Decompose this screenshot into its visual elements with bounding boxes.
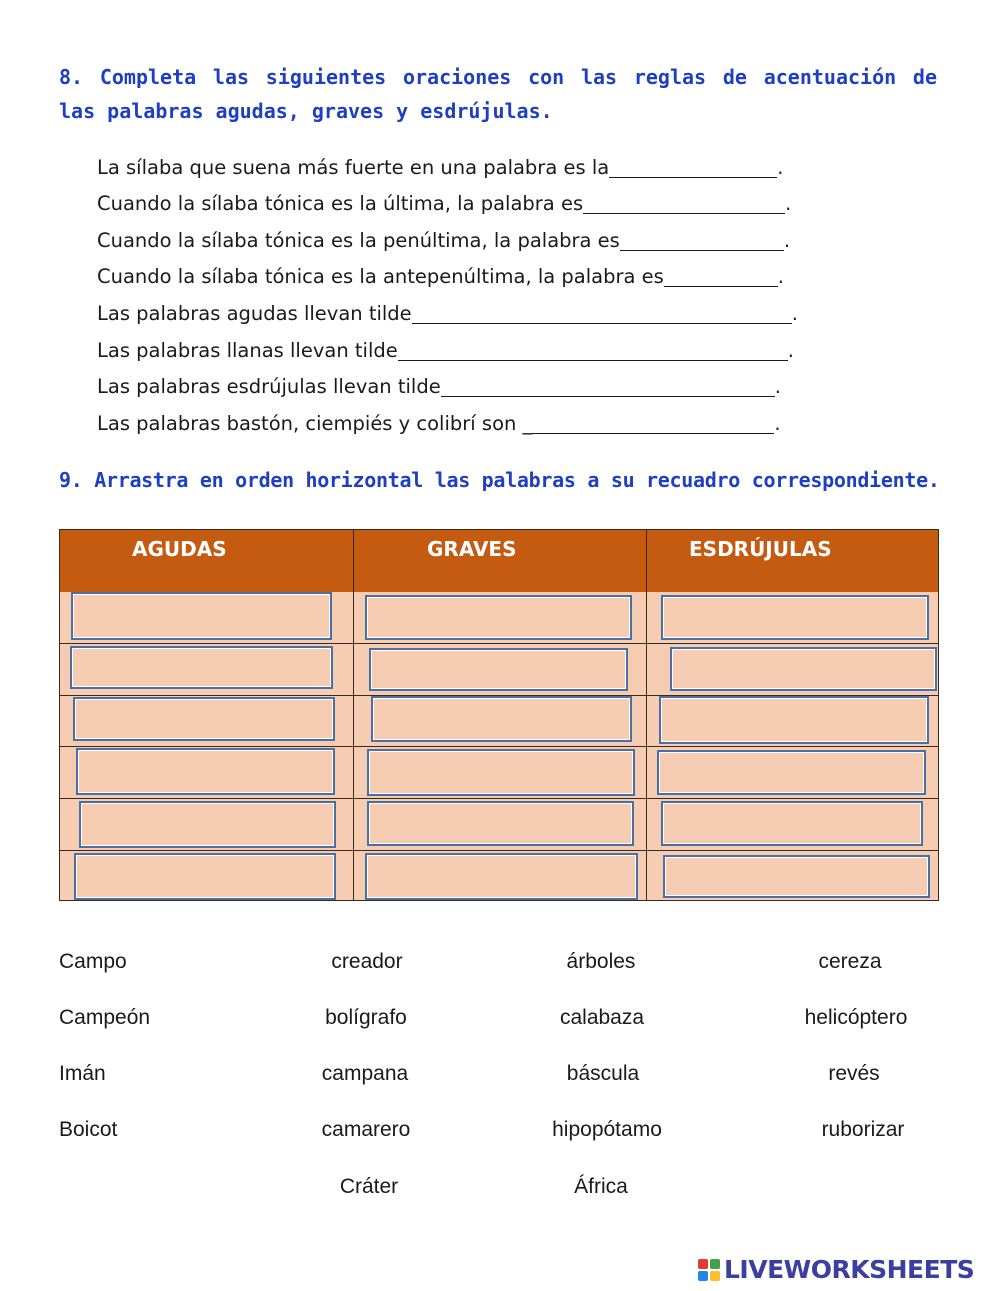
header-esdrujulas: ESDRÚJULAS (689, 537, 832, 561)
drop-box-graves-2[interactable] (369, 648, 628, 691)
exercise-9-title: 9. Arrastra en orden horizontal las palabras a su recuadro correspondiente. (59, 468, 940, 492)
word-africa[interactable]: África (574, 1175, 628, 1198)
row-divider (60, 798, 938, 799)
column-divider (646, 530, 647, 900)
table-header (60, 530, 938, 593)
drop-box-esdrujulas-5[interactable] (661, 801, 923, 846)
logo-square (710, 1271, 720, 1281)
word-campana[interactable]: campana (321, 1062, 409, 1085)
word-iman[interactable]: Imán (59, 1062, 106, 1085)
drop-box-agudas-4[interactable] (76, 748, 335, 795)
drop-box-esdrujulas-4[interactable] (657, 750, 926, 795)
sentence-5: Las palabras agudas llevan tilde . (97, 288, 798, 325)
word-bascula[interactable]: báscula (566, 1062, 640, 1085)
drop-box-graves-3[interactable] (371, 696, 632, 742)
drop-box-graves-4[interactable] (367, 749, 635, 796)
drop-box-agudas-2[interactable] (70, 646, 333, 689)
row-divider (60, 746, 938, 747)
sentence-2: Cuando la sílaba tónica es la última, la palabra es . (97, 179, 798, 216)
word-arboles[interactable]: árboles (566, 950, 636, 973)
drop-box-graves-5[interactable] (367, 801, 634, 846)
answer-blank-7[interactable] (441, 372, 775, 397)
word-hipopotamo[interactable]: hipopótamo (552, 1118, 662, 1141)
sentence-text: Cuando la sílaba tónica es la última, la palabra es (97, 192, 584, 216)
answer-blank-4[interactable] (664, 262, 778, 287)
word-camarero[interactable]: camarero (321, 1118, 411, 1141)
logo-square (698, 1271, 708, 1281)
classification-table (59, 529, 939, 901)
column-divider (353, 530, 354, 900)
logo-square (710, 1259, 720, 1269)
sentence-list (97, 142, 798, 435)
sentence-text: Las palabras esdrújulas llevan tilde (97, 375, 441, 399)
sentence-6: Las palabras llanas llevan tilde . (97, 325, 798, 362)
answer-blank-1[interactable] (609, 153, 777, 178)
answer-blank-3[interactable] (620, 226, 784, 251)
sentence-3: Cuando la sílaba tónica es la penúltima, la palabra es . (97, 215, 798, 252)
sentence-text: La sílaba que suena más fuerte en una palabra es la (97, 155, 610, 179)
drop-box-agudas-5[interactable] (79, 801, 336, 848)
word-campeon[interactable]: Campeón (59, 1006, 151, 1029)
row-divider (60, 643, 938, 644)
sentence-text: Las palabras agudas llevan tilde (97, 301, 412, 325)
header-graves: GRAVES (427, 537, 517, 561)
liveworksheets-icon (698, 1259, 720, 1281)
word-boicot[interactable]: Boicot (59, 1118, 118, 1141)
drop-box-agudas-6[interactable] (74, 853, 336, 900)
sentence-7: Las palabras esdrújulas llevan tilde . (97, 362, 798, 399)
logo-square (698, 1259, 708, 1269)
drop-box-agudas-1[interactable] (71, 592, 332, 640)
sentence-8: Las palabras bastón, ciempiés y colibrí son _ . (97, 398, 798, 435)
word-calabaza[interactable]: calabaza (559, 1006, 645, 1029)
drop-box-esdrujulas-1[interactable] (661, 595, 929, 640)
drop-box-esdrujulas-2[interactable] (670, 647, 937, 691)
drop-box-esdrujulas-6[interactable] (663, 855, 930, 898)
sentence-text: Las palabras bastón, ciempiés y colibrí son _ (97, 411, 533, 435)
drop-box-graves-1[interactable] (365, 595, 632, 640)
answer-blank-5[interactable] (412, 299, 792, 324)
word-cereza[interactable]: cereza (818, 950, 882, 973)
word-crater[interactable]: Cráter (339, 1175, 399, 1198)
sentence-1: La sílaba que suena más fuerte en una palabra es la . (97, 142, 798, 179)
word-helicoptero[interactable]: helicóptero (804, 1006, 908, 1029)
word-reves[interactable]: revés (828, 1062, 880, 1085)
sentence-text: Cuando la sílaba tónica es la antepenúltima, la palabra es (97, 265, 664, 289)
logo-text: LIVEWORKSHEETS (724, 1255, 975, 1284)
drop-box-esdrujulas-3[interactable] (659, 696, 929, 744)
sentence-text: Las palabras llanas llevan tilde (97, 338, 398, 362)
word-campo[interactable]: Campo (59, 950, 127, 973)
drop-box-agudas-3[interactable] (73, 697, 335, 741)
exercise-8-title: 8. Completa las siguientes oraciones con las reglas de acentuación de las palabras agudas, graves y esdrújulas. (59, 65, 937, 123)
row-divider (60, 850, 938, 851)
sentence-text: Cuando la sílaba tónica es la penúltima, la palabra es (97, 228, 620, 252)
word-boligrafo[interactable]: bolígrafo (325, 1006, 407, 1029)
drop-box-graves-6[interactable] (365, 853, 638, 900)
header-agudas: AGUDAS (132, 537, 227, 561)
answer-blank-6[interactable] (398, 336, 788, 361)
answer-blank-8[interactable] (532, 409, 774, 434)
sentence-4: Cuando la sílaba tónica es la antepenúltima, la palabra es . (97, 252, 798, 289)
answer-blank-2[interactable] (583, 189, 785, 214)
liveworksheets-logo (698, 1255, 974, 1284)
word-ruborizar[interactable]: ruborizar (821, 1118, 905, 1141)
word-creador[interactable]: creador (331, 950, 403, 973)
